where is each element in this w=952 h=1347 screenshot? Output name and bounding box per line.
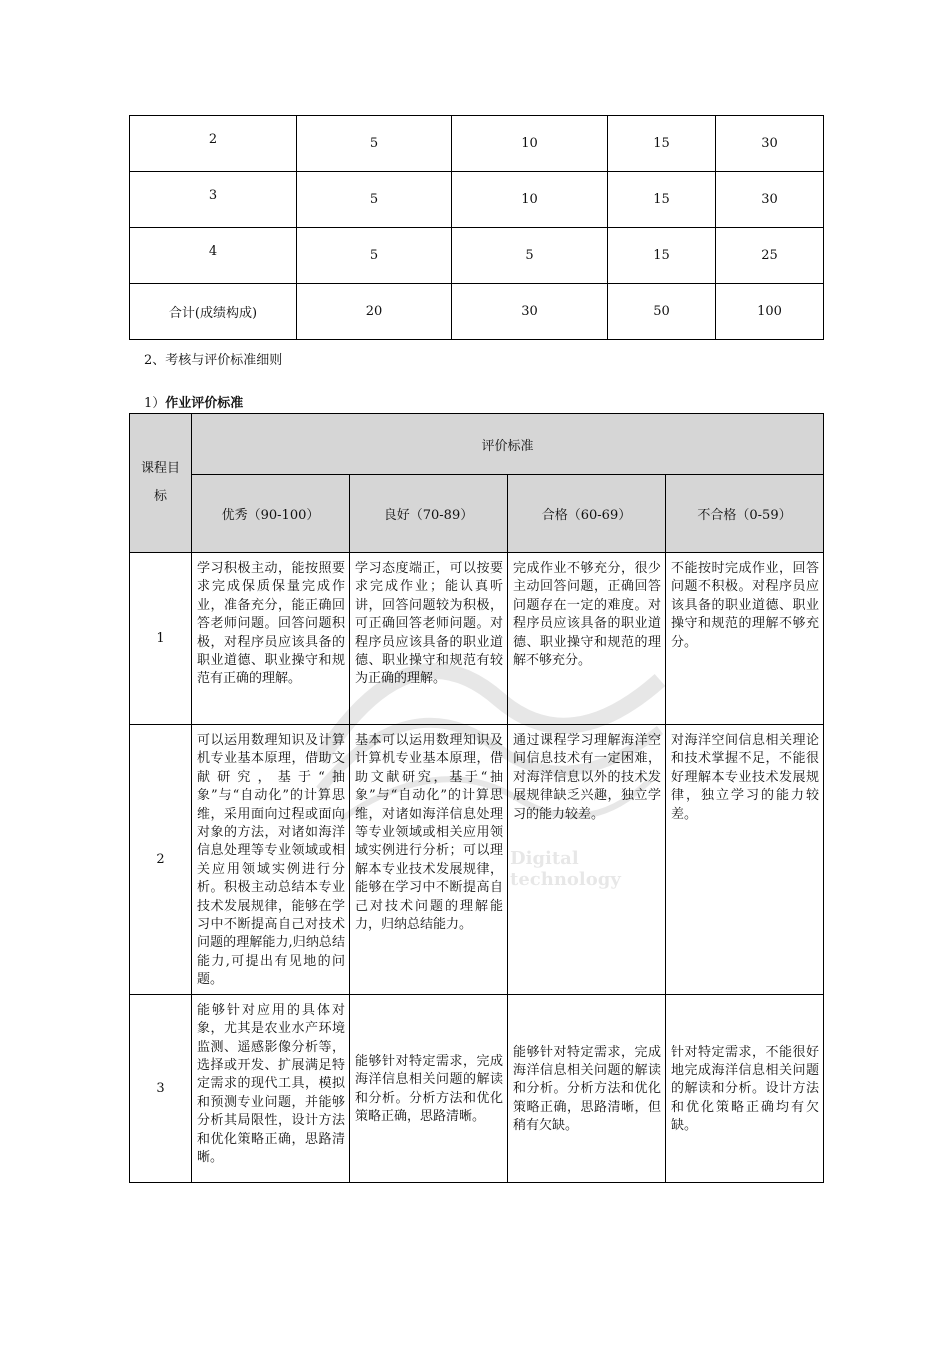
sub-title-number: 1） bbox=[144, 396, 166, 411]
criteria-cell-pass: 能够针对特定需求，完成海洋信息相关问题的解读和分析。分析方法和优化策略正确，思路清晰，但稍有欠缺。 bbox=[508, 994, 666, 1182]
level-header-excellent: 优秀（90-100） bbox=[192, 475, 350, 553]
score-cell: 20 bbox=[297, 284, 452, 340]
criteria-cell-pass: 完成作业不够充分，很少主动回答问题，正确回答问题存在一定的难度。对程序员应该具备的职业道德、职业操守和规范的理解不够充分。 bbox=[508, 553, 666, 725]
score-row bbox=[130, 228, 824, 284]
goal-number: 2 bbox=[130, 725, 192, 995]
score-cell: 10 bbox=[452, 172, 608, 228]
criteria-cell-fail: 针对特定需求，不能很好地完成海洋信息相关问题的解读和分析。设计方法和优化策略正确均有欠缺。 bbox=[666, 994, 824, 1182]
criteria-cell-excellent: 学习积极主动，能按照要求完成保质保量完成作业，准备充分，能正确回答老师问题。回答问题积极，对程序员应该具备的职业道德、职业操守和规范有正确的理解。 bbox=[192, 553, 350, 725]
score-cell: 15 bbox=[608, 228, 716, 284]
section-title: 2、考核与评价标准细则 bbox=[144, 353, 283, 368]
score-cell: 100 bbox=[716, 284, 824, 340]
criteria-cell-excellent: 能够针对应用的具体对象，尤其是农业水产环境监测、遥感影像分析等，选择或开发、扩展满足特定需求的现代工具，模拟和预测专业问题，并能够分析其局限性，设计方法和优化策略正确，思路清晰。 bbox=[192, 994, 350, 1182]
goal-label: 3 bbox=[130, 172, 297, 228]
criteria-cell-excellent: 可以运用数理知识及计算机专业基本原理，借助文献研究，基于“抽象”与“自动化”的计算思维，采用面向过程或面向对象的方法，对诸如海洋信息处理等专业领域或相关应用领域实例进行分析。积极主动总结本专业技术发展规律，能够在学习中不断提高自己对技术问题的理解能力,归纳总结能力,可提出有见地的问题。 bbox=[192, 725, 350, 995]
goal-label: 合计(成绩构成) bbox=[130, 284, 297, 340]
goal-header: 课程目 标 bbox=[130, 414, 192, 553]
level-header-good: 良好（70-89） bbox=[350, 475, 508, 553]
goal-label: 2 bbox=[130, 116, 297, 172]
sub-title bbox=[144, 392, 243, 411]
goal-number: 3 bbox=[130, 994, 192, 1182]
goal-number: 1 bbox=[130, 553, 192, 725]
goal-label: 4 bbox=[130, 228, 297, 284]
score-cell: 5 bbox=[452, 228, 608, 284]
score-cell: 30 bbox=[452, 284, 608, 340]
score-row bbox=[130, 284, 824, 340]
score-cell: 15 bbox=[608, 116, 716, 172]
criteria-row bbox=[130, 553, 824, 725]
watermark-text: Digital technology bbox=[510, 848, 621, 890]
score-table bbox=[129, 115, 824, 340]
level-header-pass: 合格（60-69） bbox=[508, 475, 666, 553]
score-cell: 25 bbox=[716, 228, 824, 284]
score-cell: 5 bbox=[297, 172, 452, 228]
score-row bbox=[130, 172, 824, 228]
score-cell: 30 bbox=[716, 172, 824, 228]
criteria-cell-good: 基本可以运用数理知识及计算机专业基本原理，借助文献研究，基于“抽象”与“自动化”的计算思维，对诸如海洋信息处理等专业领域或相关应用领域实例进行分析；可以理解本专业技术发展规律，能够在学习中不断提高自己对技术问题的理解能力，归纳总结能力。 bbox=[350, 725, 508, 995]
criteria-cell-good: 能够针对特定需求，完成海洋信息相关问题的解读和分析。分析方法和优化策略正确，思路清晰。 bbox=[350, 994, 508, 1182]
score-row bbox=[130, 116, 824, 172]
criteria-cell-fail: 不能按时完成作业，回答问题不积极。对程序员应该具备的职业道德、职业操守和规范的理解不够充分。 bbox=[666, 553, 824, 725]
score-cell: 15 bbox=[608, 172, 716, 228]
score-cell: 5 bbox=[297, 228, 452, 284]
criteria-row bbox=[130, 725, 824, 995]
criteria-cell-fail: 对海洋空间信息相关理论和技术掌握不足，不能很好理解本专业技术发展规律，独立学习的能力较差。 bbox=[666, 725, 824, 995]
score-cell: 30 bbox=[716, 116, 824, 172]
eval-header: 评价标准 bbox=[192, 414, 824, 475]
score-cell: 5 bbox=[297, 116, 452, 172]
level-header-fail: 不合格（0-59） bbox=[666, 475, 824, 553]
score-cell: 50 bbox=[608, 284, 716, 340]
criteria-table bbox=[129, 413, 824, 1183]
criteria-cell-good: 学习态度端正，可以按要求完成作业；能认真听讲，回答问题较为积极，可正确回答老师问题。对程序员应该具备的职业道德、职业操守和规范有较为正确的理解。 bbox=[350, 553, 508, 725]
sub-title-text: 作业评价标准 bbox=[165, 396, 244, 411]
criteria-cell-pass: 通过课程学习理解海洋空间信息技术有一定困难，对海洋信息以外的技术发展规律缺乏兴趣，独立学习的能力较差。 bbox=[508, 725, 666, 995]
criteria-row bbox=[130, 994, 824, 1182]
score-cell: 10 bbox=[452, 116, 608, 172]
